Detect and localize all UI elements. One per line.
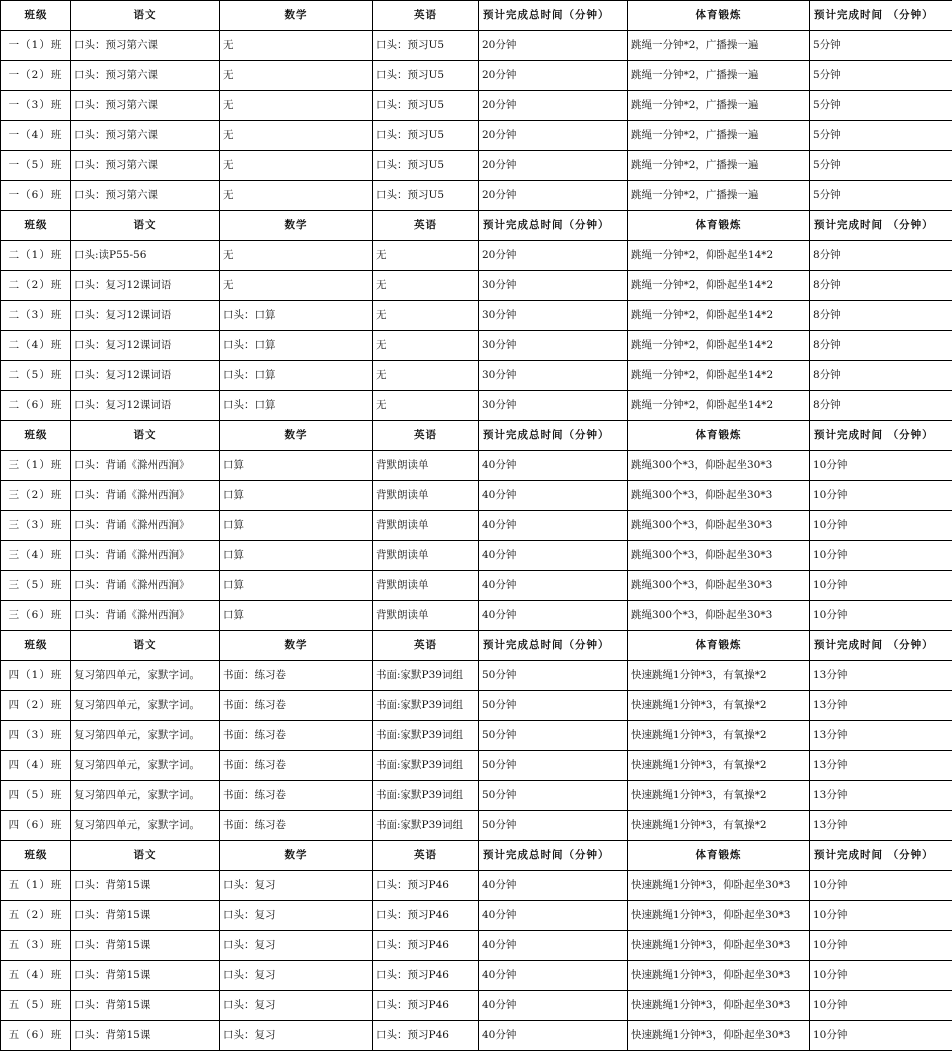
header-class-cell: 班级 — [1, 841, 71, 871]
class-name-cell: 二（2）班 — [1, 271, 71, 301]
math-homework-cell: 口头：复习 — [220, 871, 373, 901]
grade-header-row — [1, 421, 952, 451]
math-homework-cell: 书面：练习卷 — [220, 781, 373, 811]
header-english-cell: 英语 — [373, 631, 479, 661]
class-name-cell: 一（3）班 — [1, 91, 71, 121]
english-homework-cell: 背默朗读单 — [373, 451, 479, 481]
math-homework-cell: 口头：复习 — [220, 991, 373, 1021]
header-english-cell: 英语 — [373, 841, 479, 871]
pe-time-cell: 8分钟 — [810, 331, 952, 361]
english-homework-cell: 无 — [373, 241, 479, 271]
total-time-cell: 30分钟 — [479, 301, 628, 331]
total-time-cell: 20分钟 — [479, 151, 628, 181]
table-row — [1, 901, 952, 931]
math-homework-cell: 口头：复习 — [220, 961, 373, 991]
total-time-cell: 30分钟 — [479, 271, 628, 301]
total-time-cell: 40分钟 — [479, 481, 628, 511]
chinese-homework-cell: 口头：背第15课 — [71, 931, 220, 961]
class-name-cell: 四（1）班 — [1, 661, 71, 691]
table-row — [1, 31, 952, 61]
pe-exercise-cell: 快速跳绳1分钟*3，仰卧起坐30*3 — [628, 871, 810, 901]
chinese-homework-cell: 口头：预习第六课 — [71, 181, 220, 211]
pe-exercise-cell: 快速跳绳1分钟*3，仰卧起坐30*3 — [628, 1021, 810, 1051]
pe-exercise-cell: 跳绳一分钟*2，广播操一遍 — [628, 151, 810, 181]
class-name-cell: 五（3）班 — [1, 931, 71, 961]
class-name-cell: 三（1）班 — [1, 451, 71, 481]
class-name-cell: 五（4）班 — [1, 961, 71, 991]
table-row — [1, 121, 952, 151]
chinese-homework-cell: 复习第四单元，家默字词。 — [71, 751, 220, 781]
total-time-cell: 50分钟 — [479, 781, 628, 811]
total-time-cell: 20分钟 — [479, 181, 628, 211]
table-row — [1, 721, 952, 751]
total-time-cell: 30分钟 — [479, 391, 628, 421]
pe-time-cell: 10分钟 — [810, 1021, 952, 1051]
pe-exercise-cell: 快速跳绳1分钟*3，有氧操*2 — [628, 721, 810, 751]
english-homework-cell: 口头：预习U5 — [373, 181, 479, 211]
total-time-cell: 40分钟 — [479, 571, 628, 601]
english-homework-cell: 书面:家默P39词组 — [373, 781, 479, 811]
header-chinese-cell: 语文 — [71, 631, 220, 661]
pe-time-cell: 10分钟 — [810, 991, 952, 1021]
chinese-homework-cell: 口头：背第15课 — [71, 991, 220, 1021]
pe-exercise-cell: 跳绳一分钟*2，仰卧起坐14*2 — [628, 391, 810, 421]
chinese-homework-cell: 口头：复习12课词语 — [71, 331, 220, 361]
chinese-homework-cell: 口头：复习12课词语 — [71, 271, 220, 301]
table-row — [1, 781, 952, 811]
math-homework-cell: 书面：练习卷 — [220, 811, 373, 841]
table-row — [1, 541, 952, 571]
pe-exercise-cell: 跳绳300个*3，仰卧起坐30*3 — [628, 451, 810, 481]
math-homework-cell: 口算 — [220, 511, 373, 541]
pe-exercise-cell: 跳绳一分钟*2，仰卧起坐14*2 — [628, 241, 810, 271]
english-homework-cell: 书面:家默P39词组 — [373, 661, 479, 691]
chinese-homework-cell: 口头：背诵《滁州西涧》 — [71, 481, 220, 511]
math-homework-cell: 口头：口算 — [220, 301, 373, 331]
grade-header-row — [1, 1, 952, 31]
pe-exercise-cell: 跳绳一分钟*2，仰卧起坐14*2 — [628, 301, 810, 331]
pe-time-cell: 5分钟 — [810, 121, 952, 151]
pe-time-cell: 10分钟 — [810, 541, 952, 571]
total-time-cell: 50分钟 — [479, 661, 628, 691]
header-total-time-cell: 预计完成总时间（分钟） — [479, 211, 628, 241]
pe-exercise-cell: 快速跳绳1分钟*3，仰卧起坐30*3 — [628, 931, 810, 961]
english-homework-cell: 口头：预习P46 — [373, 991, 479, 1021]
header-class-cell: 班级 — [1, 631, 71, 661]
math-homework-cell: 无 — [220, 61, 373, 91]
pe-time-cell: 10分钟 — [810, 511, 952, 541]
chinese-homework-cell: 口头：预习第六课 — [71, 151, 220, 181]
math-homework-cell: 书面：练习卷 — [220, 751, 373, 781]
class-name-cell: 三（3）班 — [1, 511, 71, 541]
header-pe-cell: 体育锻炼 — [628, 211, 810, 241]
pe-exercise-cell: 跳绳一分钟*2，仰卧起坐14*2 — [628, 361, 810, 391]
class-name-cell: 一（5）班 — [1, 151, 71, 181]
pe-exercise-cell: 跳绳300个*3，仰卧起坐30*3 — [628, 601, 810, 631]
table-row — [1, 331, 952, 361]
pe-time-cell: 10分钟 — [810, 901, 952, 931]
total-time-cell: 30分钟 — [479, 331, 628, 361]
table-row — [1, 811, 952, 841]
chinese-homework-cell: 口头：复习12课词语 — [71, 391, 220, 421]
math-homework-cell: 无 — [220, 241, 373, 271]
header-english-cell: 英语 — [373, 211, 479, 241]
class-name-cell: 二（3）班 — [1, 301, 71, 331]
pe-exercise-cell: 快速跳绳1分钟*3，有氧操*2 — [628, 691, 810, 721]
english-homework-cell: 无 — [373, 361, 479, 391]
chinese-homework-cell: 口头：背第15课 — [71, 901, 220, 931]
header-pe-time-cell: 预计完成时间 （分钟） — [810, 421, 952, 451]
homework-table-body — [1, 1, 952, 1051]
table-row — [1, 661, 952, 691]
math-homework-cell: 书面：练习卷 — [220, 721, 373, 751]
pe-time-cell: 13分钟 — [810, 661, 952, 691]
total-time-cell: 40分钟 — [479, 511, 628, 541]
english-homework-cell: 背默朗读单 — [373, 601, 479, 631]
pe-exercise-cell: 快速跳绳1分钟*3，仰卧起坐30*3 — [628, 991, 810, 1021]
header-math-cell: 数学 — [220, 1, 373, 31]
chinese-homework-cell: 口头：背诵《滁州西涧》 — [71, 511, 220, 541]
class-name-cell: 五（6）班 — [1, 1021, 71, 1051]
table-row — [1, 991, 952, 1021]
pe-exercise-cell: 跳绳一分钟*2，广播操一遍 — [628, 91, 810, 121]
class-name-cell: 五（5）班 — [1, 991, 71, 1021]
class-name-cell: 一（4）班 — [1, 121, 71, 151]
chinese-homework-cell: 口头：背诵《滁州西涧》 — [71, 451, 220, 481]
chinese-homework-cell: 口头：背诵《滁州西涧》 — [71, 571, 220, 601]
class-name-cell: 四（3）班 — [1, 721, 71, 751]
english-homework-cell: 无 — [373, 301, 479, 331]
english-homework-cell: 书面:家默P39词组 — [373, 811, 479, 841]
grade-header-row — [1, 631, 952, 661]
header-english-cell: 英语 — [373, 421, 479, 451]
total-time-cell: 20分钟 — [479, 91, 628, 121]
header-pe-time-cell: 预计完成时间 （分钟） — [810, 631, 952, 661]
english-homework-cell: 背默朗读单 — [373, 571, 479, 601]
table-row — [1, 181, 952, 211]
math-homework-cell: 书面：练习卷 — [220, 661, 373, 691]
pe-time-cell: 5分钟 — [810, 61, 952, 91]
pe-time-cell: 10分钟 — [810, 601, 952, 631]
total-time-cell: 20分钟 — [479, 61, 628, 91]
math-homework-cell: 无 — [220, 271, 373, 301]
chinese-homework-cell: 口头：复习12课词语 — [71, 301, 220, 331]
table-row — [1, 601, 952, 631]
pe-time-cell: 8分钟 — [810, 301, 952, 331]
table-row — [1, 451, 952, 481]
table-row — [1, 481, 952, 511]
table-row — [1, 1021, 952, 1051]
math-homework-cell: 口算 — [220, 481, 373, 511]
total-time-cell: 40分钟 — [479, 871, 628, 901]
header-class-cell: 班级 — [1, 1, 71, 31]
english-homework-cell: 口头：预习P46 — [373, 901, 479, 931]
math-homework-cell: 口算 — [220, 601, 373, 631]
total-time-cell: 40分钟 — [479, 931, 628, 961]
total-time-cell: 40分钟 — [479, 991, 628, 1021]
class-name-cell: 三（4）班 — [1, 541, 71, 571]
class-name-cell: 二（4）班 — [1, 331, 71, 361]
chinese-homework-cell: 口头：复习12课词语 — [71, 361, 220, 391]
total-time-cell: 20分钟 — [479, 241, 628, 271]
class-name-cell: 五（2）班 — [1, 901, 71, 931]
english-homework-cell: 无 — [373, 271, 479, 301]
chinese-homework-cell: 复习第四单元，家默字词。 — [71, 781, 220, 811]
pe-exercise-cell: 跳绳一分钟*2，广播操一遍 — [628, 61, 810, 91]
english-homework-cell: 口头：预习U5 — [373, 61, 479, 91]
class-name-cell: 三（5）班 — [1, 571, 71, 601]
chinese-homework-cell: 口头：背诵《滁州西涧》 — [71, 601, 220, 631]
english-homework-cell: 口头：预习U5 — [373, 151, 479, 181]
chinese-homework-cell: 口头:读P55-56 — [71, 241, 220, 271]
total-time-cell: 40分钟 — [479, 901, 628, 931]
header-pe-time-cell: 预计完成时间 （分钟） — [810, 841, 952, 871]
header-pe-cell: 体育锻炼 — [628, 631, 810, 661]
table-row — [1, 151, 952, 181]
header-total-time-cell: 预计完成总时间（分钟） — [479, 631, 628, 661]
pe-exercise-cell: 跳绳一分钟*2，广播操一遍 — [628, 181, 810, 211]
grade-header-row — [1, 211, 952, 241]
total-time-cell: 40分钟 — [479, 961, 628, 991]
math-homework-cell: 无 — [220, 181, 373, 211]
table-row — [1, 961, 952, 991]
pe-time-cell: 13分钟 — [810, 751, 952, 781]
pe-time-cell: 8分钟 — [810, 391, 952, 421]
class-name-cell: 四（5）班 — [1, 781, 71, 811]
header-pe-cell: 体育锻炼 — [628, 1, 810, 31]
pe-time-cell: 10分钟 — [810, 871, 952, 901]
header-math-cell: 数学 — [220, 211, 373, 241]
english-homework-cell: 口头：预习U5 — [373, 31, 479, 61]
math-homework-cell: 口头：口算 — [220, 391, 373, 421]
total-time-cell: 40分钟 — [479, 451, 628, 481]
math-homework-cell: 口头：复习 — [220, 901, 373, 931]
class-name-cell: 二（1）班 — [1, 241, 71, 271]
total-time-cell: 20分钟 — [479, 31, 628, 61]
table-row — [1, 571, 952, 601]
pe-exercise-cell: 跳绳300个*3，仰卧起坐30*3 — [628, 511, 810, 541]
pe-exercise-cell: 快速跳绳1分钟*3，有氧操*2 — [628, 781, 810, 811]
pe-time-cell: 5分钟 — [810, 31, 952, 61]
chinese-homework-cell: 复习第四单元，家默字词。 — [71, 661, 220, 691]
header-math-cell: 数学 — [220, 841, 373, 871]
header-chinese-cell: 语文 — [71, 211, 220, 241]
header-chinese-cell: 语文 — [71, 1, 220, 31]
total-time-cell: 40分钟 — [479, 541, 628, 571]
class-name-cell: 二（6）班 — [1, 391, 71, 421]
class-name-cell: 三（6）班 — [1, 601, 71, 631]
pe-time-cell: 13分钟 — [810, 691, 952, 721]
table-row — [1, 751, 952, 781]
chinese-homework-cell: 复习第四单元，家默字词。 — [71, 721, 220, 751]
pe-time-cell: 10分钟 — [810, 481, 952, 511]
pe-exercise-cell: 跳绳一分钟*2，仰卧起坐14*2 — [628, 331, 810, 361]
pe-time-cell: 5分钟 — [810, 91, 952, 121]
pe-exercise-cell: 快速跳绳1分钟*3，仰卧起坐30*3 — [628, 901, 810, 931]
class-name-cell: 二（5）班 — [1, 361, 71, 391]
header-pe-cell: 体育锻炼 — [628, 841, 810, 871]
math-homework-cell: 口算 — [220, 451, 373, 481]
english-homework-cell: 口头：预习P46 — [373, 871, 479, 901]
table-row — [1, 271, 952, 301]
header-total-time-cell: 预计完成总时间（分钟） — [479, 1, 628, 31]
english-homework-cell: 无 — [373, 391, 479, 421]
chinese-homework-cell: 复习第四单元，家默字词。 — [71, 691, 220, 721]
header-pe-time-cell: 预计完成时间 （分钟） — [810, 211, 952, 241]
pe-time-cell: 13分钟 — [810, 811, 952, 841]
pe-time-cell: 10分钟 — [810, 451, 952, 481]
table-row — [1, 301, 952, 331]
header-pe-cell: 体育锻炼 — [628, 421, 810, 451]
english-homework-cell: 口头：预习P46 — [373, 1021, 479, 1051]
math-homework-cell: 无 — [220, 31, 373, 61]
english-homework-cell: 书面:家默P39词组 — [373, 751, 479, 781]
english-homework-cell: 口头：预习P46 — [373, 931, 479, 961]
header-math-cell: 数学 — [220, 631, 373, 661]
english-homework-cell: 背默朗读单 — [373, 481, 479, 511]
english-homework-cell: 无 — [373, 331, 479, 361]
total-time-cell: 50分钟 — [479, 691, 628, 721]
english-homework-cell: 背默朗读单 — [373, 541, 479, 571]
header-total-time-cell: 预计完成总时间（分钟） — [479, 421, 628, 451]
chinese-homework-cell: 口头：背第15课 — [71, 961, 220, 991]
class-name-cell: 四（2）班 — [1, 691, 71, 721]
table-row — [1, 91, 952, 121]
table-row — [1, 361, 952, 391]
class-name-cell: 四（4）班 — [1, 751, 71, 781]
pe-time-cell: 8分钟 — [810, 241, 952, 271]
header-math-cell: 数学 — [220, 421, 373, 451]
chinese-homework-cell: 口头：预习第六课 — [71, 61, 220, 91]
total-time-cell: 30分钟 — [479, 361, 628, 391]
math-homework-cell: 口算 — [220, 541, 373, 571]
total-time-cell: 40分钟 — [479, 1021, 628, 1051]
chinese-homework-cell: 口头：预习第六课 — [71, 121, 220, 151]
pe-exercise-cell: 跳绳一分钟*2，仰卧起坐14*2 — [628, 271, 810, 301]
table-row — [1, 241, 952, 271]
table-row — [1, 61, 952, 91]
pe-time-cell: 10分钟 — [810, 961, 952, 991]
chinese-homework-cell: 口头：背诵《滁州西涧》 — [71, 541, 220, 571]
table-row — [1, 931, 952, 961]
pe-exercise-cell: 跳绳一分钟*2，广播操一遍 — [628, 121, 810, 151]
total-time-cell: 40分钟 — [479, 601, 628, 631]
class-name-cell: 一（2）班 — [1, 61, 71, 91]
pe-time-cell: 13分钟 — [810, 781, 952, 811]
table-row — [1, 391, 952, 421]
english-homework-cell: 书面:家默P39词组 — [373, 721, 479, 751]
chinese-homework-cell: 口头：背第15课 — [71, 871, 220, 901]
header-total-time-cell: 预计完成总时间（分钟） — [479, 841, 628, 871]
header-english-cell: 英语 — [373, 1, 479, 31]
table-row — [1, 511, 952, 541]
pe-time-cell: 10分钟 — [810, 571, 952, 601]
pe-time-cell: 10分钟 — [810, 931, 952, 961]
math-homework-cell: 口算 — [220, 571, 373, 601]
english-homework-cell: 背默朗读单 — [373, 511, 479, 541]
english-homework-cell: 口头：预习U5 — [373, 91, 479, 121]
pe-exercise-cell: 跳绳300个*3，仰卧起坐30*3 — [628, 571, 810, 601]
class-name-cell: 一（1）班 — [1, 31, 71, 61]
english-homework-cell: 书面:家默P39词组 — [373, 691, 479, 721]
math-homework-cell: 无 — [220, 91, 373, 121]
chinese-homework-cell: 口头：预习第六课 — [71, 91, 220, 121]
pe-exercise-cell: 跳绳300个*3，仰卧起坐30*3 — [628, 541, 810, 571]
chinese-homework-cell: 口头：预习第六课 — [71, 31, 220, 61]
header-chinese-cell: 语文 — [71, 841, 220, 871]
math-homework-cell: 口头：口算 — [220, 331, 373, 361]
math-homework-cell: 口头：口算 — [220, 361, 373, 391]
math-homework-cell: 无 — [220, 151, 373, 181]
chinese-homework-cell: 复习第四单元，家默字词。 — [71, 811, 220, 841]
english-homework-cell: 口头：预习P46 — [373, 961, 479, 991]
total-time-cell: 50分钟 — [479, 811, 628, 841]
table-row — [1, 691, 952, 721]
pe-exercise-cell: 快速跳绳1分钟*3，有氧操*2 — [628, 751, 810, 781]
pe-time-cell: 8分钟 — [810, 361, 952, 391]
total-time-cell: 20分钟 — [479, 121, 628, 151]
header-class-cell: 班级 — [1, 211, 71, 241]
math-homework-cell: 无 — [220, 121, 373, 151]
pe-time-cell: 8分钟 — [810, 271, 952, 301]
class-name-cell: 三（2）班 — [1, 481, 71, 511]
chinese-homework-cell: 口头：背第15课 — [71, 1021, 220, 1051]
header-chinese-cell: 语文 — [71, 421, 220, 451]
pe-exercise-cell: 快速跳绳1分钟*3，有氧操*2 — [628, 811, 810, 841]
class-name-cell: 五（1）班 — [1, 871, 71, 901]
pe-time-cell: 5分钟 — [810, 151, 952, 181]
math-homework-cell: 口头：复习 — [220, 1021, 373, 1051]
math-homework-cell: 口头：复习 — [220, 931, 373, 961]
pe-exercise-cell: 快速跳绳1分钟*3，有氧操*2 — [628, 661, 810, 691]
total-time-cell: 50分钟 — [479, 721, 628, 751]
table-row — [1, 871, 952, 901]
pe-time-cell: 13分钟 — [810, 721, 952, 751]
class-name-cell: 四（6）班 — [1, 811, 71, 841]
class-name-cell: 一（6）班 — [1, 181, 71, 211]
header-class-cell: 班级 — [1, 421, 71, 451]
header-pe-time-cell: 预计完成时间 （分钟） — [810, 1, 952, 31]
pe-exercise-cell: 跳绳一分钟*2，广播操一遍 — [628, 31, 810, 61]
total-time-cell: 50分钟 — [479, 751, 628, 781]
pe-exercise-cell: 快速跳绳1分钟*3，仰卧起坐30*3 — [628, 961, 810, 991]
grade-header-row — [1, 841, 952, 871]
english-homework-cell: 口头：预习U5 — [373, 121, 479, 151]
math-homework-cell: 书面：练习卷 — [220, 691, 373, 721]
pe-exercise-cell: 跳绳300个*3，仰卧起坐30*3 — [628, 481, 810, 511]
pe-time-cell: 5分钟 — [810, 181, 952, 211]
